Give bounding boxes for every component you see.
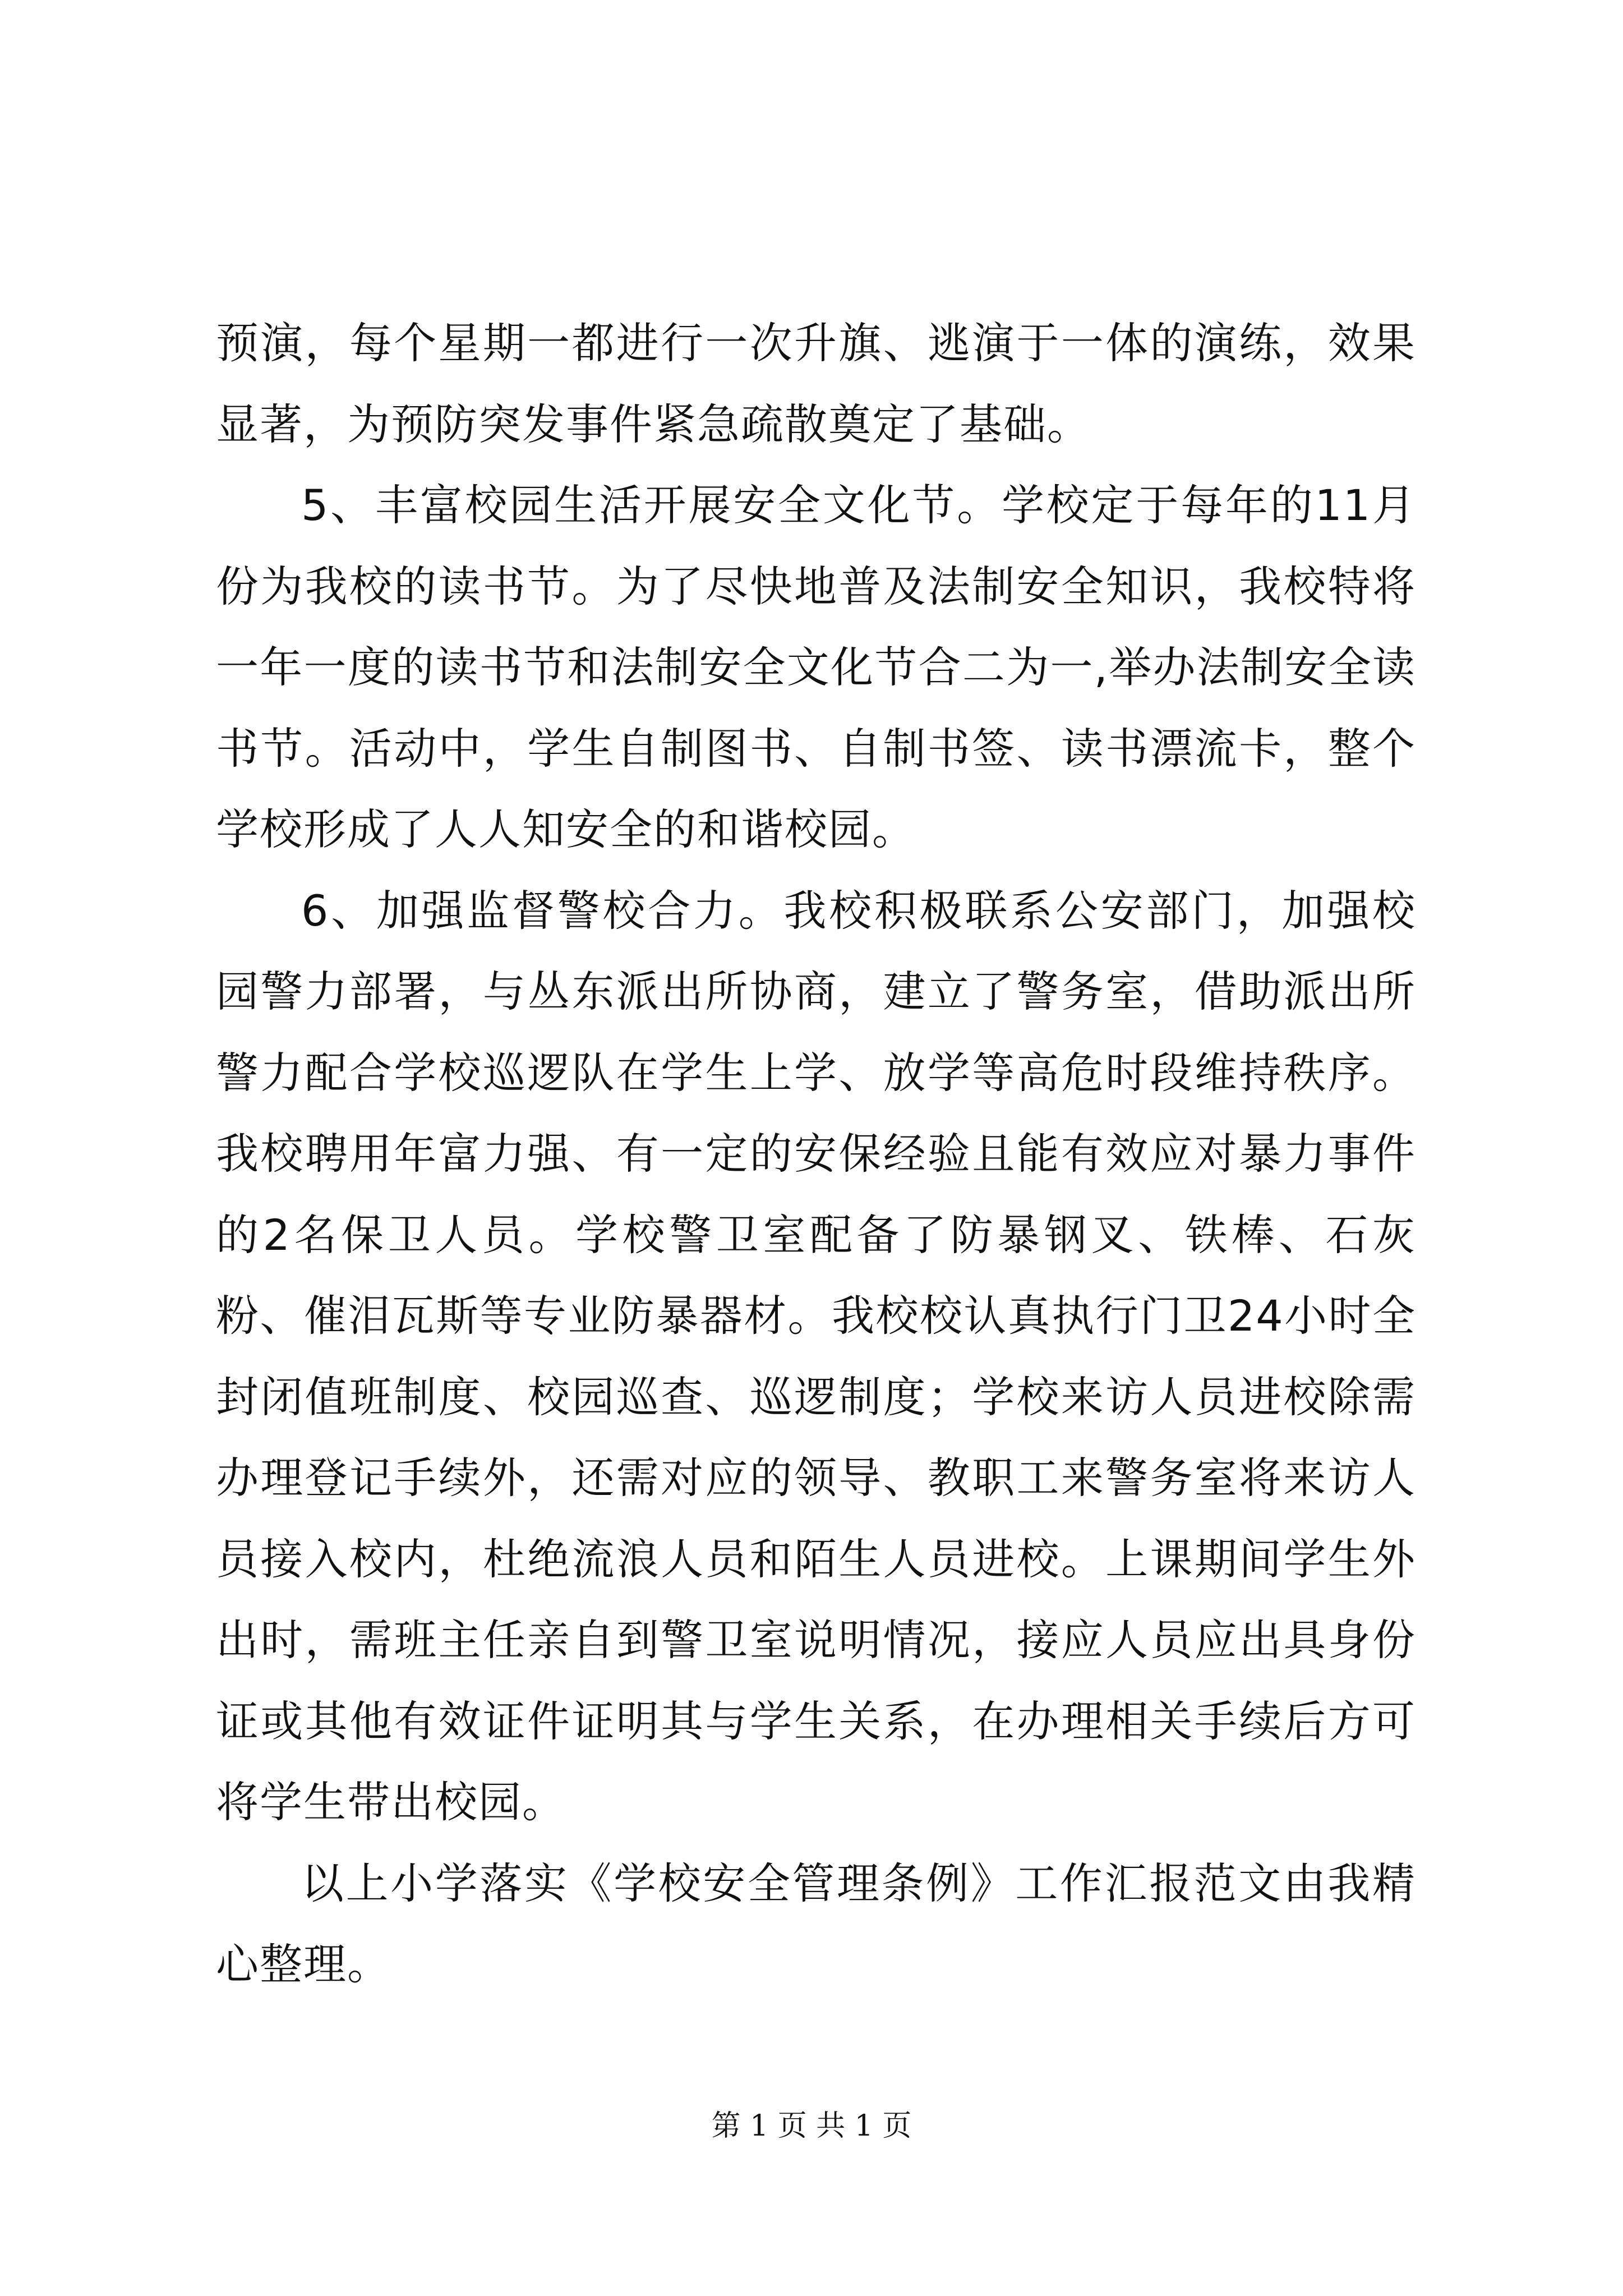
page-number-footer: 第 1 页 共 1 页 (711, 2109, 912, 2143)
paragraph-safety-culture-festival: 5、丰富校园生活开展安全文化节。学校定于每年的11月份为我校的读书节。为了尽快地普及法制安全知识，我校特将一年一度的读书节和法制安全文化节合二为一,举办法制安全读书节。活动中，学生自制图书、自制书签、读书漂流卡，整个学校形成了人人知安全的和谐校园。 (216, 480, 1416, 854)
paragraph-police-school-cooperation: 6、加强监督警校合力。我校积极联系公安部门，加强校园警力部署，与丛东派出所协商，建立了警务室，借助派出所警力配合学校巡逻队在学生上学、放学等高危时段维持秩序。我校聘用年富力强、有一定的安保经验且能有效应对暴力事件的2名保卫人员。学校警卫室配备了防暴钢叉、铁棒、石灰粉、催泪瓦斯等专业防暴器材。我校校认真执行门卫24小时全封闭值班制度、校园巡查、巡逻制度；学校来访人员进校除需办理登记手续外，还需对应的领导、教职工来警务室将来访人员接入校内，杜绝流浪人员和陌生人员进校。上课期间学生外出时，需班主任亲自到警卫室说明情况，接应人员应出具身份证或其他有效证件证明其与学生关系，在办理相关手续后方可将学生带出校园。 (216, 885, 1416, 1827)
paragraph-drill-continuation: 预演，每个星期一都进行一次升旗、逃演于一体的演练，效果显著，为预防突发事件紧急疏散奠定了基础。 (216, 318, 1416, 449)
document-body (216, 303, 1416, 2005)
paragraph-closing-note: 以上小学落实《学校安全管理条例》工作汇报范文由我精心整理。 (216, 1858, 1416, 1989)
